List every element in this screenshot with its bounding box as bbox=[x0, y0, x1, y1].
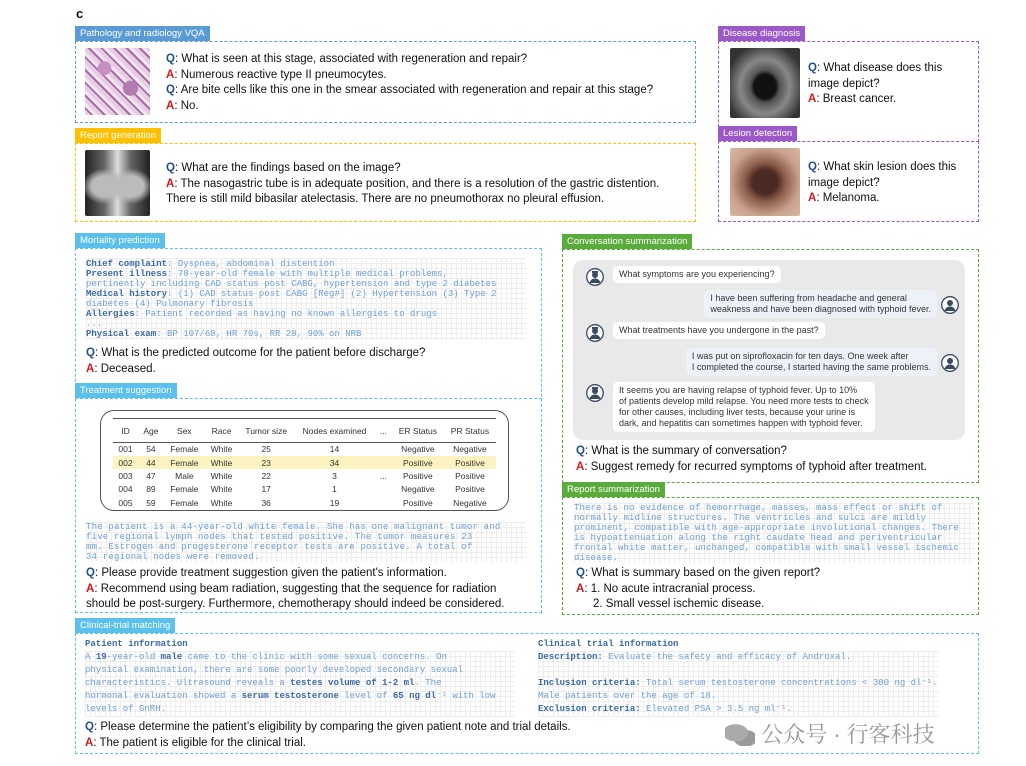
patient-line: A 19-year-old male came to the clinic with some sexual concerns. On bbox=[85, 652, 447, 662]
divider bbox=[75, 398, 542, 399]
table-cell: Female bbox=[170, 457, 199, 468]
doctor-message: What treatments have you undergone in the past? bbox=[613, 322, 825, 339]
column-header: Sex bbox=[177, 425, 192, 436]
report-generation-qa: Q: What are the findings based on the image? A: The nasogastric tube is in adequate position, and there is a resolution of the gastric distention. There is still mild bibasilar atelectasis. There are no pneumothorax no pleural effusion. bbox=[166, 162, 660, 205]
doctor-message: It seems you are having relapse of typhoid fever. Up to 10% of patients develop mild relapse. You need more tests to check for other causes, including liver tests, because your urine is dark, and hepatitis can sometimes happen with typhoid fever. bbox=[613, 382, 875, 432]
patient-info-title: Patient information bbox=[85, 639, 188, 649]
conversation-label: Conversation summarization bbox=[562, 234, 692, 249]
mortality-label: Mortality prediction bbox=[75, 233, 165, 248]
report-line: is hypoattenuation along the right caudate head and periventricular bbox=[574, 533, 943, 543]
report-line: disease. bbox=[574, 553, 619, 563]
table-cell: 47 bbox=[146, 470, 156, 481]
table-cell: 005 bbox=[118, 497, 133, 508]
table-cell: White bbox=[210, 497, 233, 508]
table-cell: 1 bbox=[332, 484, 337, 495]
patient-message: I have been suffering from headache and general weakness and have been diagnosed with typhoid fever. bbox=[704, 290, 937, 318]
mortality-qa: Q: What is the predicted outcome for the patient before discharge? A: Deceased. bbox=[86, 347, 426, 375]
patient-message: I was put on siprofloxacin for ten days. One week after I completed the course, I started having the same problems. bbox=[686, 348, 937, 376]
table-cell: Positive bbox=[402, 470, 433, 481]
table-header bbox=[113, 419, 496, 443]
table-cell: 54 bbox=[146, 444, 156, 455]
lesion-detection-label: Lesion detection bbox=[718, 126, 797, 141]
patient-note bbox=[86, 522, 526, 562]
patient-info-text bbox=[85, 651, 515, 717]
patient-line: physical examination, there are some poorly developed secondary sexual bbox=[85, 665, 464, 675]
column-header: ID bbox=[121, 425, 130, 436]
table-cell: 59 bbox=[146, 497, 156, 508]
doctor-avatar-icon bbox=[586, 324, 604, 342]
report-line: There is no evidence of hemorrhage, masses, mass effect or shift of bbox=[574, 503, 943, 513]
patient-line: hormonal evaluation showed a serum testosterone level of 65 ng dl⁻¹ with low bbox=[85, 691, 496, 701]
report-generation-label: Report generation bbox=[75, 128, 161, 143]
chat-area bbox=[573, 260, 965, 440]
table-cell: 36 bbox=[261, 497, 271, 508]
table-cell: Female bbox=[170, 484, 199, 495]
table-cell: Negative bbox=[401, 484, 435, 495]
patient-avatar-icon bbox=[941, 354, 959, 372]
table-row bbox=[113, 469, 496, 482]
doctor-message: What symptoms are you experiencing? bbox=[613, 266, 781, 283]
column-header: Age bbox=[143, 425, 159, 436]
table-cell: 19 bbox=[329, 497, 340, 508]
table-cell: White bbox=[210, 484, 233, 495]
report-text bbox=[574, 503, 974, 563]
column-header: Race bbox=[211, 425, 232, 436]
table-cell bbox=[375, 456, 392, 469]
table-cell: White bbox=[210, 470, 233, 481]
record-line: ... bbox=[86, 319, 103, 329]
table-cell: 44 bbox=[146, 457, 156, 468]
patient-line: levels of GnRH. bbox=[85, 704, 167, 714]
table-cell: 002 bbox=[118, 457, 133, 468]
report-line: frontal white matter, unchanged, compatible with small vessel ischemic bbox=[574, 543, 960, 553]
table-cell: 3 bbox=[332, 470, 337, 481]
chest-xray-image bbox=[85, 150, 150, 216]
trial-info-title: Clinical trial information bbox=[538, 639, 679, 649]
table-cell: Positive bbox=[455, 470, 485, 481]
table-cell: 34 bbox=[329, 457, 340, 468]
divider bbox=[75, 612, 542, 613]
table-row bbox=[113, 443, 496, 456]
report-line: normally midline structures. The ventricles and sulci are mildly bbox=[574, 513, 927, 523]
table-cell: Positive bbox=[402, 457, 433, 468]
pathology-qa: Q: What is seen at this stage, associated with regeneration and repair? A: Numerous reactive type II pneumocytes. Q: Are bite cells like this one in the smear associated with regeneration and repair at this stage? A: No. bbox=[166, 53, 654, 112]
disease-diagnosis-qa: Q: What disease does this image depict? A: Breast cancer. bbox=[808, 62, 943, 105]
table-cell: White bbox=[210, 444, 233, 455]
clinical-trial-qa: Q: Please determine the patient’s eligibility by comparing the given patient note and trial details. A: The patient is eligible for the clinical trial. bbox=[85, 721, 571, 749]
table-cell: Positive bbox=[402, 497, 433, 508]
patient-table bbox=[113, 418, 496, 509]
table-cell: 22 bbox=[261, 470, 271, 481]
skin-lesion-image bbox=[730, 148, 800, 216]
table-cell: 001 bbox=[118, 444, 133, 455]
table-row bbox=[113, 483, 496, 496]
table-cell bbox=[375, 496, 392, 509]
panel-letter: c bbox=[76, 6, 84, 21]
ultrasound-image bbox=[730, 48, 800, 118]
record-line: Medical history: (1) CAD status post CABG [Reg#] (2) Hypertension (3) Type 2 bbox=[86, 289, 497, 299]
disease-diagnosis-label: Disease diagnosis bbox=[718, 26, 805, 41]
column-header: Tumor size bbox=[245, 425, 288, 436]
watermark: 公众号 · 行客科技 bbox=[725, 722, 935, 748]
mortality-record bbox=[86, 258, 526, 340]
patient-line: characteristics. Ultrasound reveals a testes volume of 1-2 ml. The bbox=[85, 678, 442, 688]
record-line: Present illness: 78-year-old female with multiple medical problems, bbox=[86, 269, 448, 279]
table-cell: Female bbox=[170, 444, 199, 455]
table-cell: Female bbox=[170, 497, 199, 508]
treatment-qa: Q: Please provide treatment suggestion given the patient's information. A: Recommend using beam radiation, suggesting that the sequence for radiation should be post-surgery. Furthermore, chemotherapy should indeed be considered. bbox=[86, 567, 505, 610]
table-cell: 89 bbox=[146, 484, 156, 495]
note-line: The patient is a 44-year-old white female. She has one malignant tumor and bbox=[86, 522, 501, 532]
record-line: pertinently including CAD status post CABG, hypertension and type 2 diabetes bbox=[86, 279, 497, 289]
table-cell: Negative bbox=[453, 444, 487, 455]
table-cell: 004 bbox=[118, 484, 133, 495]
column-header: PR Status bbox=[450, 425, 490, 436]
lesion-detection-qa: Q: What skin lesion does this image depict? A: Melanoma. bbox=[808, 161, 957, 204]
column-header: Nodes examined bbox=[302, 425, 367, 436]
table-cell: Negative bbox=[401, 444, 435, 455]
table-row bbox=[113, 456, 496, 469]
table-cell: Positive bbox=[455, 484, 485, 495]
table-cell: 003 bbox=[118, 470, 133, 481]
doctor-avatar-icon bbox=[586, 268, 604, 286]
table-cell: White bbox=[210, 457, 233, 468]
table-row bbox=[113, 496, 496, 509]
report-summarization-qa: Q: What is summary based on the given report? A: 1. No acute intracranial process. 2. Small vessel ischemic disease. bbox=[576, 567, 821, 610]
record-line: Chief complaint: Dyspnea, abdominal distention bbox=[86, 259, 335, 269]
pathology-label: Pathology and radiology VQA bbox=[75, 26, 210, 41]
table-cell: ... bbox=[379, 470, 387, 481]
table-cell: 14 bbox=[329, 444, 340, 455]
note-line: 34 regional nodes were removed. bbox=[86, 552, 260, 562]
conversation-qa: Q: What is the summary of conversation? A: Suggest remedy for recurred symptoms of typhoid after treatment. bbox=[576, 445, 927, 473]
table-cell: 17 bbox=[261, 484, 271, 495]
table-cell: 23 bbox=[261, 457, 271, 468]
report-summarization-label: Report summarization bbox=[562, 482, 665, 497]
table-cell bbox=[375, 483, 392, 496]
treatment-label: Treatment suggestion bbox=[75, 383, 177, 398]
note-line: mm. Estrogen and progesterone receptor tests are positive. A total of bbox=[86, 542, 473, 552]
record-line: Allergies: Patient recorded as having no known allergies to drugs bbox=[86, 309, 438, 319]
clinical-trial-label: Clinical-trial matching bbox=[75, 618, 175, 633]
record-line: Physical exam: BP 107/68, HR 70s, RR 28, 90% on NRB bbox=[86, 329, 362, 339]
table-cell: 25 bbox=[261, 444, 271, 455]
trial-info-text: Description: Evaluate the safety and efficacy of Androxal. Inclusion criteria: Total serum testosterone concentrations < 300 ng dl⁻¹. Male patients over the age of 18. Exclusion criteria: Elevated PSA > 3.5 ng ml⁻¹. bbox=[538, 651, 938, 717]
table-cell bbox=[375, 443, 392, 456]
record-line: diabetes (4) Pulmonary fibrosis bbox=[86, 299, 254, 309]
patient-avatar-icon bbox=[941, 296, 959, 314]
table-cell: Positive bbox=[455, 457, 485, 468]
report-line: prominent, compatible with age-appropriate involutional changes. There bbox=[574, 523, 960, 533]
pathology-image bbox=[85, 48, 150, 115]
column-header: ... bbox=[379, 425, 387, 436]
table-cell: Negative bbox=[453, 497, 487, 508]
doctor-avatar-icon bbox=[586, 384, 604, 402]
table-cell: Male bbox=[175, 470, 194, 481]
note-line: five regional lymph nodes that tested positive. The tumor measures 23 bbox=[86, 532, 473, 542]
column-header: ER Status bbox=[398, 425, 438, 436]
wechat-icon bbox=[725, 724, 755, 746]
